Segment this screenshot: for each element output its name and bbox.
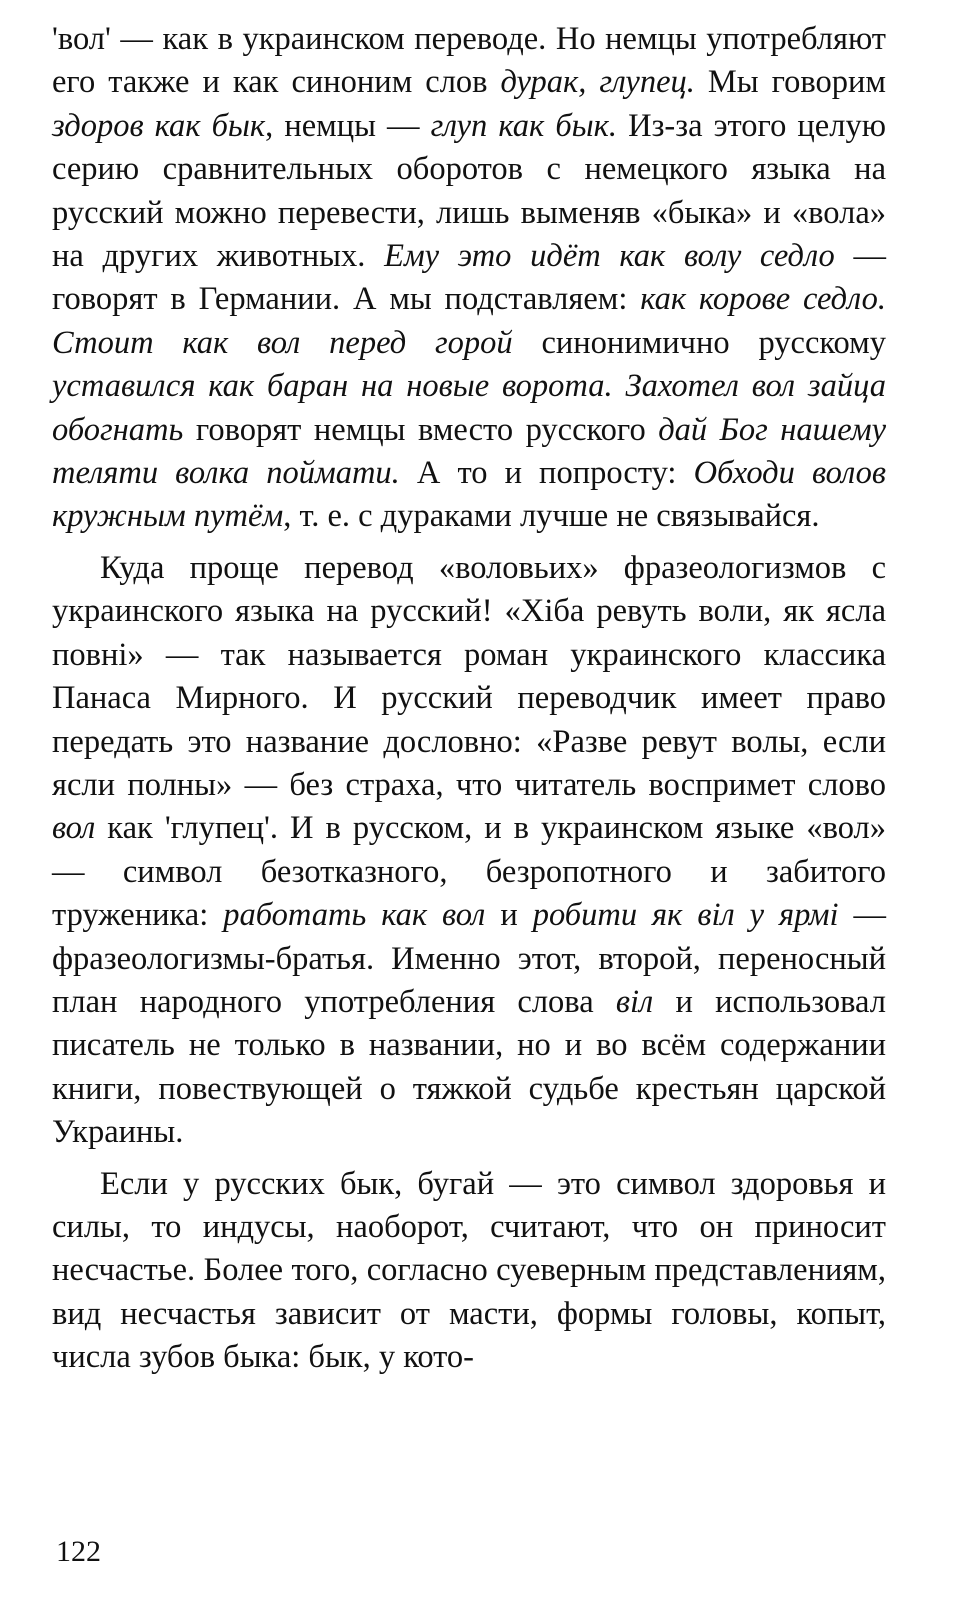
text-run: как 'глупец'. И в русском, и в украинском языке «вол» — символ безотказного, безропотного и забитого труженика: — [52, 810, 886, 934]
text-run: , немцы — — [265, 107, 431, 144]
italic-phrase: робити як вiл у ярмi — [532, 897, 839, 934]
text-run: Из-за этого целую серию сравнительных оборотов с немецкого языка на русский можно перевести, лишь выменяв «быка» и «вола» на других животных. — [52, 107, 886, 275]
page-number: 122 — [56, 1535, 101, 1568]
italic-phrase: как корове седло. Стоит как вол перед горой — [52, 281, 886, 361]
text-run: Мы говорим — [694, 64, 886, 101]
text-run: 'вол' — как в украинском переводе. Но немцы употребляют его также и как синоним слов — [52, 21, 886, 101]
paragraph-3 — [52, 1163, 886, 1380]
text-run: и — [485, 897, 533, 934]
text-run: Куда проще перевод «воловьих» фразеологизмов с украинского языка на русский! «Хiба ревуть воли, як ясла повнi» — так называется роман украинского классика Панаса Мирного. И русский переводчик имеет право передать это название дословно: «Разве ревут волы, если ясли полны» — без страха, что читатель воспримет слово — [52, 549, 886, 803]
text-run: синонимично русскому — [512, 324, 886, 361]
italic-phrase: глуп как бык. — [430, 107, 618, 144]
italic-phrase: работать как вол — [223, 897, 486, 934]
italic-phrase: здоров как бык — [52, 107, 266, 144]
italic-phrase: дай Бог нашему теляти волка поймати. — [52, 411, 886, 492]
italic-phrase: Ему это идёт как волу седло — [384, 238, 835, 275]
text-run: и использовал писатель не только в названии, но и во всём содержании книги, повествующей о тяжкой судьбе крестьян царской Украины. — [52, 983, 886, 1151]
paragraph-1 — [52, 18, 886, 539]
text-run: А то и попросту: — [399, 455, 694, 492]
text-run: , т. е. с дураками лучше не связывайся. — [283, 498, 820, 535]
text-run: — фразеологизмы-братья. Именно этот, второй, переносный план народного употребления слова — [52, 897, 887, 1020]
italic-phrase: Обходи волов кружным путём — [52, 455, 886, 535]
italic-phrase: вол — [52, 810, 96, 847]
italic-phrase: вiл — [615, 983, 654, 1020]
text-run: говорят немцы вместо русского — [183, 411, 659, 448]
text-run: Если у русских бык, бугай — это символ здоровья и силы, то индусы, наоборот, считают, что он приносит несчастье. Более того, согласно суеверным представлениям, вид несчастья зависит от масти, формы головы, копыт, числа зубов быка: бык, у кото- — [52, 1165, 886, 1376]
paragraph-2 — [52, 547, 886, 1155]
italic-phrase: уставился как баран на новые ворота. Захотел вол зайца обогнать — [52, 368, 886, 448]
italic-phrase: дурак, глупец. — [500, 64, 695, 101]
page-body — [52, 18, 886, 1380]
text-run: — говорят в Германии. А мы подставляем: — [52, 238, 887, 318]
